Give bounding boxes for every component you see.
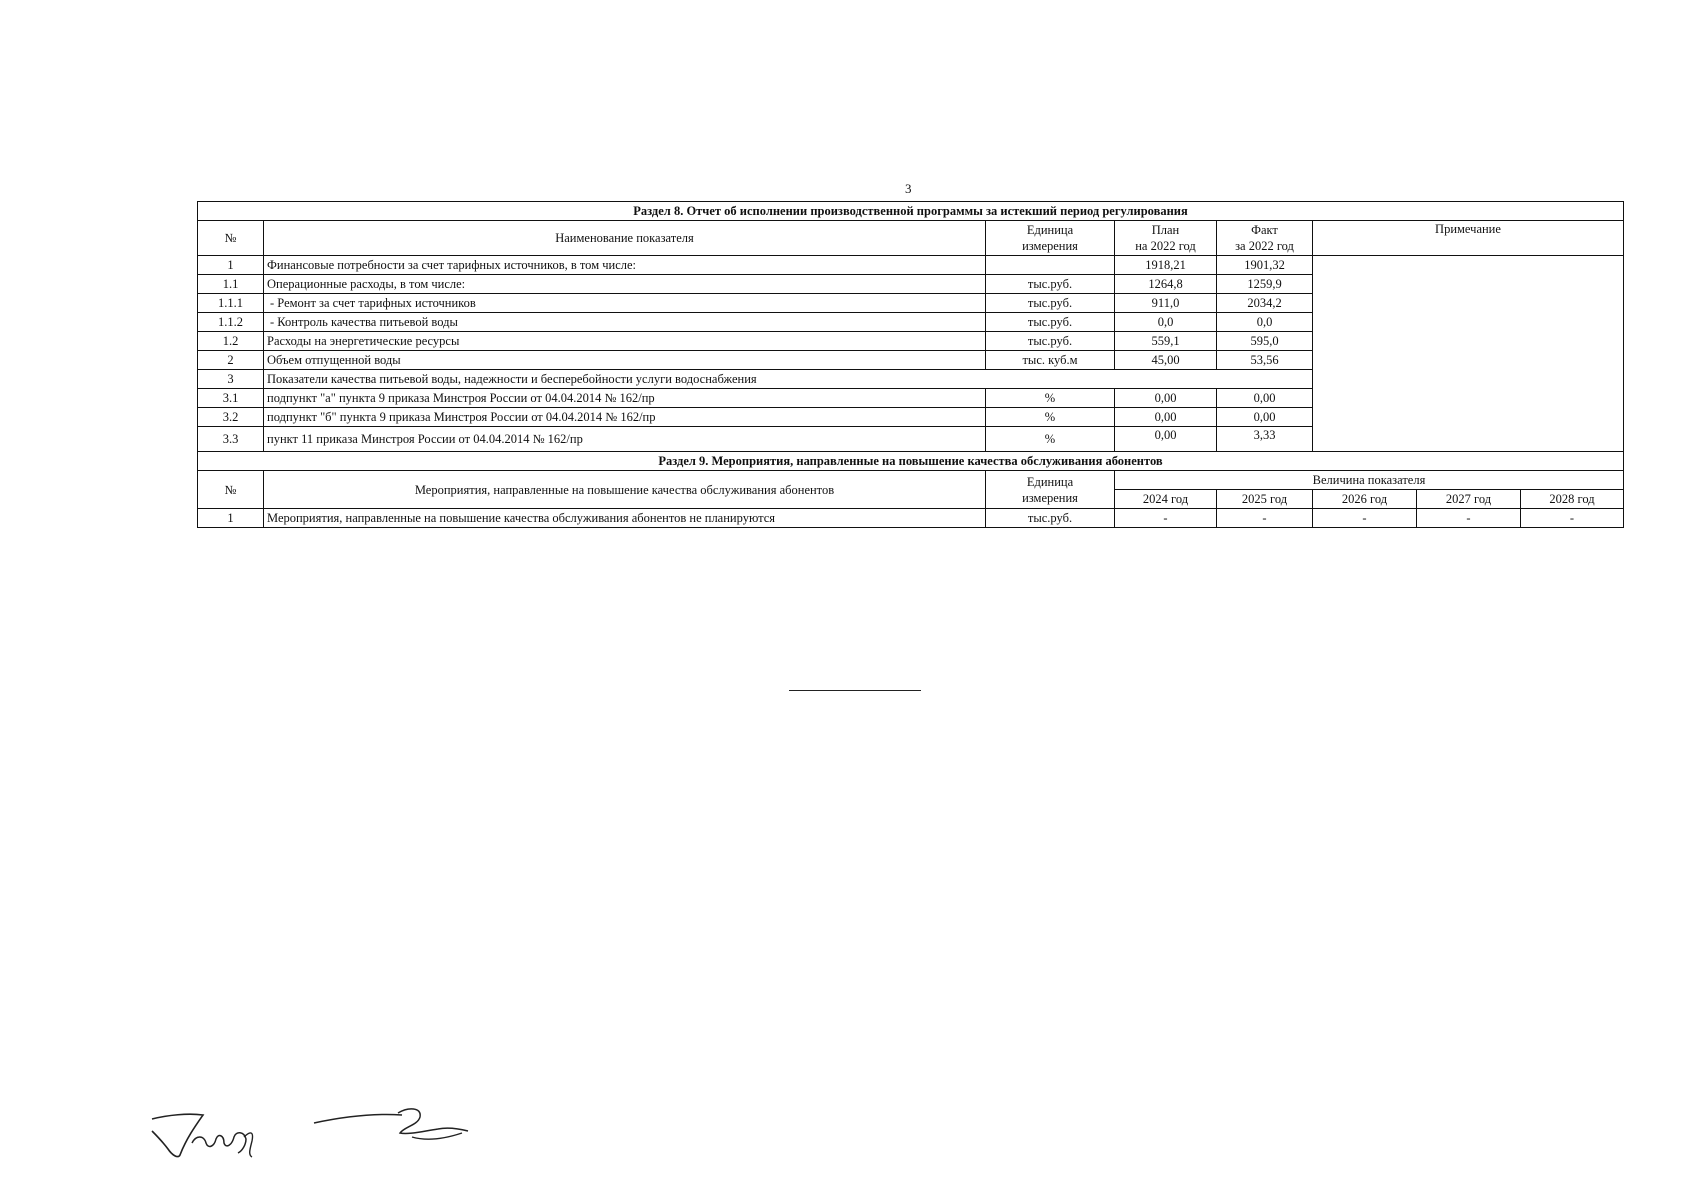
row-name: - Контроль качества питьевой воды bbox=[264, 313, 986, 332]
header-unit-line2: измерения bbox=[1022, 239, 1078, 253]
row-name: Расходы на энергетические ресурсы bbox=[264, 332, 986, 351]
row-fact: 1901,32 bbox=[1217, 256, 1313, 275]
header-plan bbox=[1115, 221, 1217, 256]
row-fact: 595,0 bbox=[1217, 332, 1313, 351]
row-unit: тыс.руб. bbox=[986, 332, 1115, 351]
row-plan: 911,0 bbox=[1115, 294, 1217, 313]
row-unit: тыс.руб. bbox=[986, 313, 1115, 332]
header-unit bbox=[986, 221, 1115, 256]
row-fact: 3,33 bbox=[1217, 427, 1313, 452]
row-plan: 0,00 bbox=[1115, 389, 1217, 408]
row-plan: 1918,21 bbox=[1115, 256, 1217, 275]
signature-1 bbox=[148, 1105, 278, 1165]
section8-title: Раздел 8. Отчет об исполнении производственной программы за истекший период регулирования bbox=[198, 202, 1624, 221]
row-plan: 45,00 bbox=[1115, 351, 1217, 370]
header-fact-line2: за 2022 год bbox=[1235, 239, 1294, 253]
row-name: Финансовые потребности за счет тарифных источников, в том числе: bbox=[264, 256, 986, 275]
header-fact bbox=[1217, 221, 1313, 256]
row-no: 3.2 bbox=[198, 408, 264, 427]
note-cell bbox=[1313, 256, 1624, 452]
row-no: 3 bbox=[198, 370, 264, 389]
header-fact-line1: Факт bbox=[1251, 223, 1278, 237]
row-no: 1.1 bbox=[198, 275, 264, 294]
row-no: 1 bbox=[198, 509, 264, 528]
row-unit: тыс.руб. bbox=[986, 275, 1115, 294]
s9-header-unit-line1: Единица bbox=[1026, 474, 1074, 489]
row-name: подпункт "б" пункта 9 приказа Минстроя России от 04.04.2014 № 162/пр bbox=[264, 408, 986, 427]
section9-title-row bbox=[198, 452, 1624, 471]
s9-header-name: Мероприятия, направленные на повышение качества обслуживания абонентов bbox=[264, 471, 986, 509]
row-plan: 0,00 bbox=[1115, 427, 1217, 452]
row-name: Объем отпущенной воды bbox=[264, 351, 986, 370]
header-plan-line1: План bbox=[1151, 223, 1180, 237]
row-plan: 1264,8 bbox=[1115, 275, 1217, 294]
row-no: 1.2 bbox=[198, 332, 264, 351]
row-unit: тыс.руб. bbox=[986, 509, 1115, 528]
row-unit: % bbox=[986, 389, 1115, 408]
s9-header-unit-line2: измерения bbox=[1022, 490, 1078, 505]
table-row bbox=[198, 256, 1624, 275]
header-note: Примечание bbox=[1313, 221, 1624, 256]
signature-2 bbox=[312, 1103, 472, 1153]
table-row bbox=[198, 509, 1624, 528]
row-plan: 559,1 bbox=[1115, 332, 1217, 351]
section9-title: Раздел 9. Мероприятия, направленные на повышение качества обслуживания абонентов bbox=[198, 452, 1624, 471]
row-no: 1.1.2 bbox=[198, 313, 264, 332]
row-value: - bbox=[1313, 509, 1417, 528]
header-plan-line2: на 2022 год bbox=[1135, 239, 1196, 253]
row-no: 3.1 bbox=[198, 389, 264, 408]
row-fact: 0,00 bbox=[1217, 389, 1313, 408]
header-unit-line1: Единица bbox=[1026, 223, 1074, 237]
row-no: 1 bbox=[198, 256, 264, 275]
row-name: Мероприятия, направленные на повышение качества обслуживания абонентов не планируются bbox=[264, 509, 986, 528]
row-fact: 0,00 bbox=[1217, 408, 1313, 427]
header-name: Наименование показателя bbox=[264, 221, 986, 256]
s9-header-unit bbox=[986, 471, 1115, 509]
year-header: 2024 год bbox=[1115, 490, 1217, 509]
section8-title-row bbox=[198, 202, 1624, 221]
section8-header-row bbox=[198, 221, 1624, 256]
year-header: 2025 год bbox=[1217, 490, 1313, 509]
s9-header-value: Величина показателя bbox=[1115, 471, 1624, 490]
row-plan: 0,0 bbox=[1115, 313, 1217, 332]
row-fact: 2034,2 bbox=[1217, 294, 1313, 313]
year-header: 2028 год bbox=[1521, 490, 1624, 509]
row-unit: % bbox=[986, 427, 1115, 452]
row-name: подпункт "а" пункта 9 приказа Минстроя России от 04.04.2014 № 162/пр bbox=[264, 389, 986, 408]
row-no: 1.1.1 bbox=[198, 294, 264, 313]
section9-header-row bbox=[198, 471, 1624, 490]
row-value: - bbox=[1115, 509, 1217, 528]
page-number: 3 bbox=[905, 181, 912, 196]
row-unit: тыс.руб. bbox=[986, 294, 1115, 313]
row-name: - Ремонт за счет тарифных источников bbox=[264, 294, 986, 313]
row-value: - bbox=[1417, 509, 1521, 528]
row-no: 2 bbox=[198, 351, 264, 370]
row-value: - bbox=[1217, 509, 1313, 528]
row-plan: 0,00 bbox=[1115, 408, 1217, 427]
report-table bbox=[197, 201, 1624, 528]
row-fact: 53,56 bbox=[1217, 351, 1313, 370]
row-name: Операционные расходы, в том числе: bbox=[264, 275, 986, 294]
year-header: 2027 год bbox=[1417, 490, 1521, 509]
separator-line bbox=[789, 690, 921, 691]
s9-header-no: № bbox=[198, 471, 264, 509]
row-unit bbox=[986, 256, 1115, 275]
row-name: Показатели качества питьевой воды, надежности и бесперебойности услуги водоснабжения bbox=[264, 370, 1313, 389]
header-no: № bbox=[198, 221, 264, 256]
row-no: 3.3 bbox=[198, 427, 264, 452]
row-fact: 0,0 bbox=[1217, 313, 1313, 332]
row-unit: тыс. куб.м bbox=[986, 351, 1115, 370]
row-value: - bbox=[1521, 509, 1624, 528]
row-name: пункт 11 приказа Минстроя России от 04.04.2014 № 162/пр bbox=[264, 427, 986, 452]
year-header: 2026 год bbox=[1313, 490, 1417, 509]
row-fact: 1259,9 bbox=[1217, 275, 1313, 294]
row-unit: % bbox=[986, 408, 1115, 427]
